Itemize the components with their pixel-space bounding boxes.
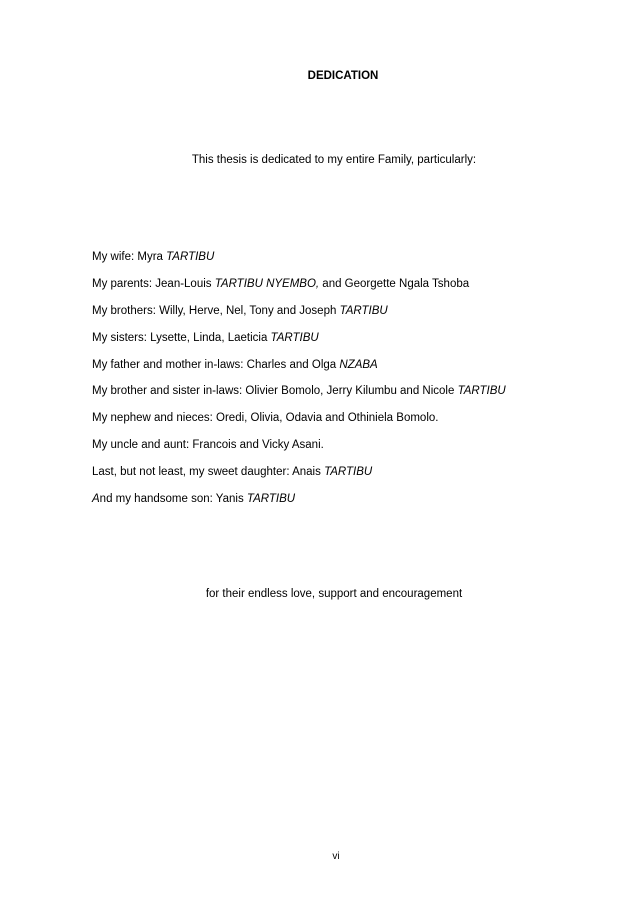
line-text: and Georgette Ngala Tshoba bbox=[319, 277, 470, 290]
italic-text: TARTIBU bbox=[339, 304, 388, 317]
line-text: My uncle and aunt: Francois and Vicky Asani. bbox=[92, 439, 324, 452]
line-text: Last, but not least, my sweet daughter: Anais bbox=[92, 466, 325, 479]
dedication-closing: for their endless love, support and encouragement bbox=[205, 588, 463, 600]
italic-text: NZABA bbox=[339, 358, 378, 371]
line-text: My sisters: Lysette, Linda, Laeticia bbox=[92, 331, 271, 344]
dedication-line bbox=[92, 465, 612, 492]
italic-text: TARTIBU bbox=[166, 251, 215, 263]
italic-text: TARTIBU bbox=[246, 493, 296, 506]
line-text: My wife: Myra bbox=[92, 251, 167, 263]
dedication-line bbox=[92, 411, 612, 438]
line-text: My brother and sister in-laws: Olivier Bomolo, Jerry Kilumbu and Nicole bbox=[92, 385, 458, 398]
italic-text: TARTIBU NYEMBO, bbox=[214, 277, 320, 290]
italic-text: A bbox=[92, 493, 100, 506]
dedication-line bbox=[92, 250, 612, 277]
dedication-line bbox=[92, 277, 612, 304]
dedication-line bbox=[92, 492, 612, 519]
dedication-line bbox=[92, 304, 612, 331]
italic-text: TARTIBU bbox=[270, 331, 319, 344]
dedication-line bbox=[92, 438, 612, 465]
italic-text: TARTIBU bbox=[457, 385, 506, 398]
dedication-line bbox=[92, 331, 612, 358]
dedication-line bbox=[92, 384, 612, 411]
line-text: My father and mother in-laws: Charles and Olga bbox=[92, 358, 340, 371]
dedication-line bbox=[92, 358, 612, 385]
line-text: My nephew and nieces: Oredi, Olivia, Odavia and Othiniela Bomolo. bbox=[92, 412, 439, 425]
page-title: DEDICATION bbox=[307, 70, 379, 82]
dedication-intro: This thesis is dedicated to my entire Family, particularly: bbox=[191, 154, 477, 166]
italic-text: TARTIBU bbox=[324, 466, 373, 479]
dedication-list bbox=[92, 250, 612, 519]
line-text: My brothers: Willy, Herve, Nel, Tony and Joseph bbox=[92, 304, 340, 317]
line-text: My parents: Jean-Louis bbox=[92, 277, 215, 290]
line-text: nd my handsome son: Yanis bbox=[99, 493, 247, 506]
page-number: vi bbox=[332, 851, 340, 862]
